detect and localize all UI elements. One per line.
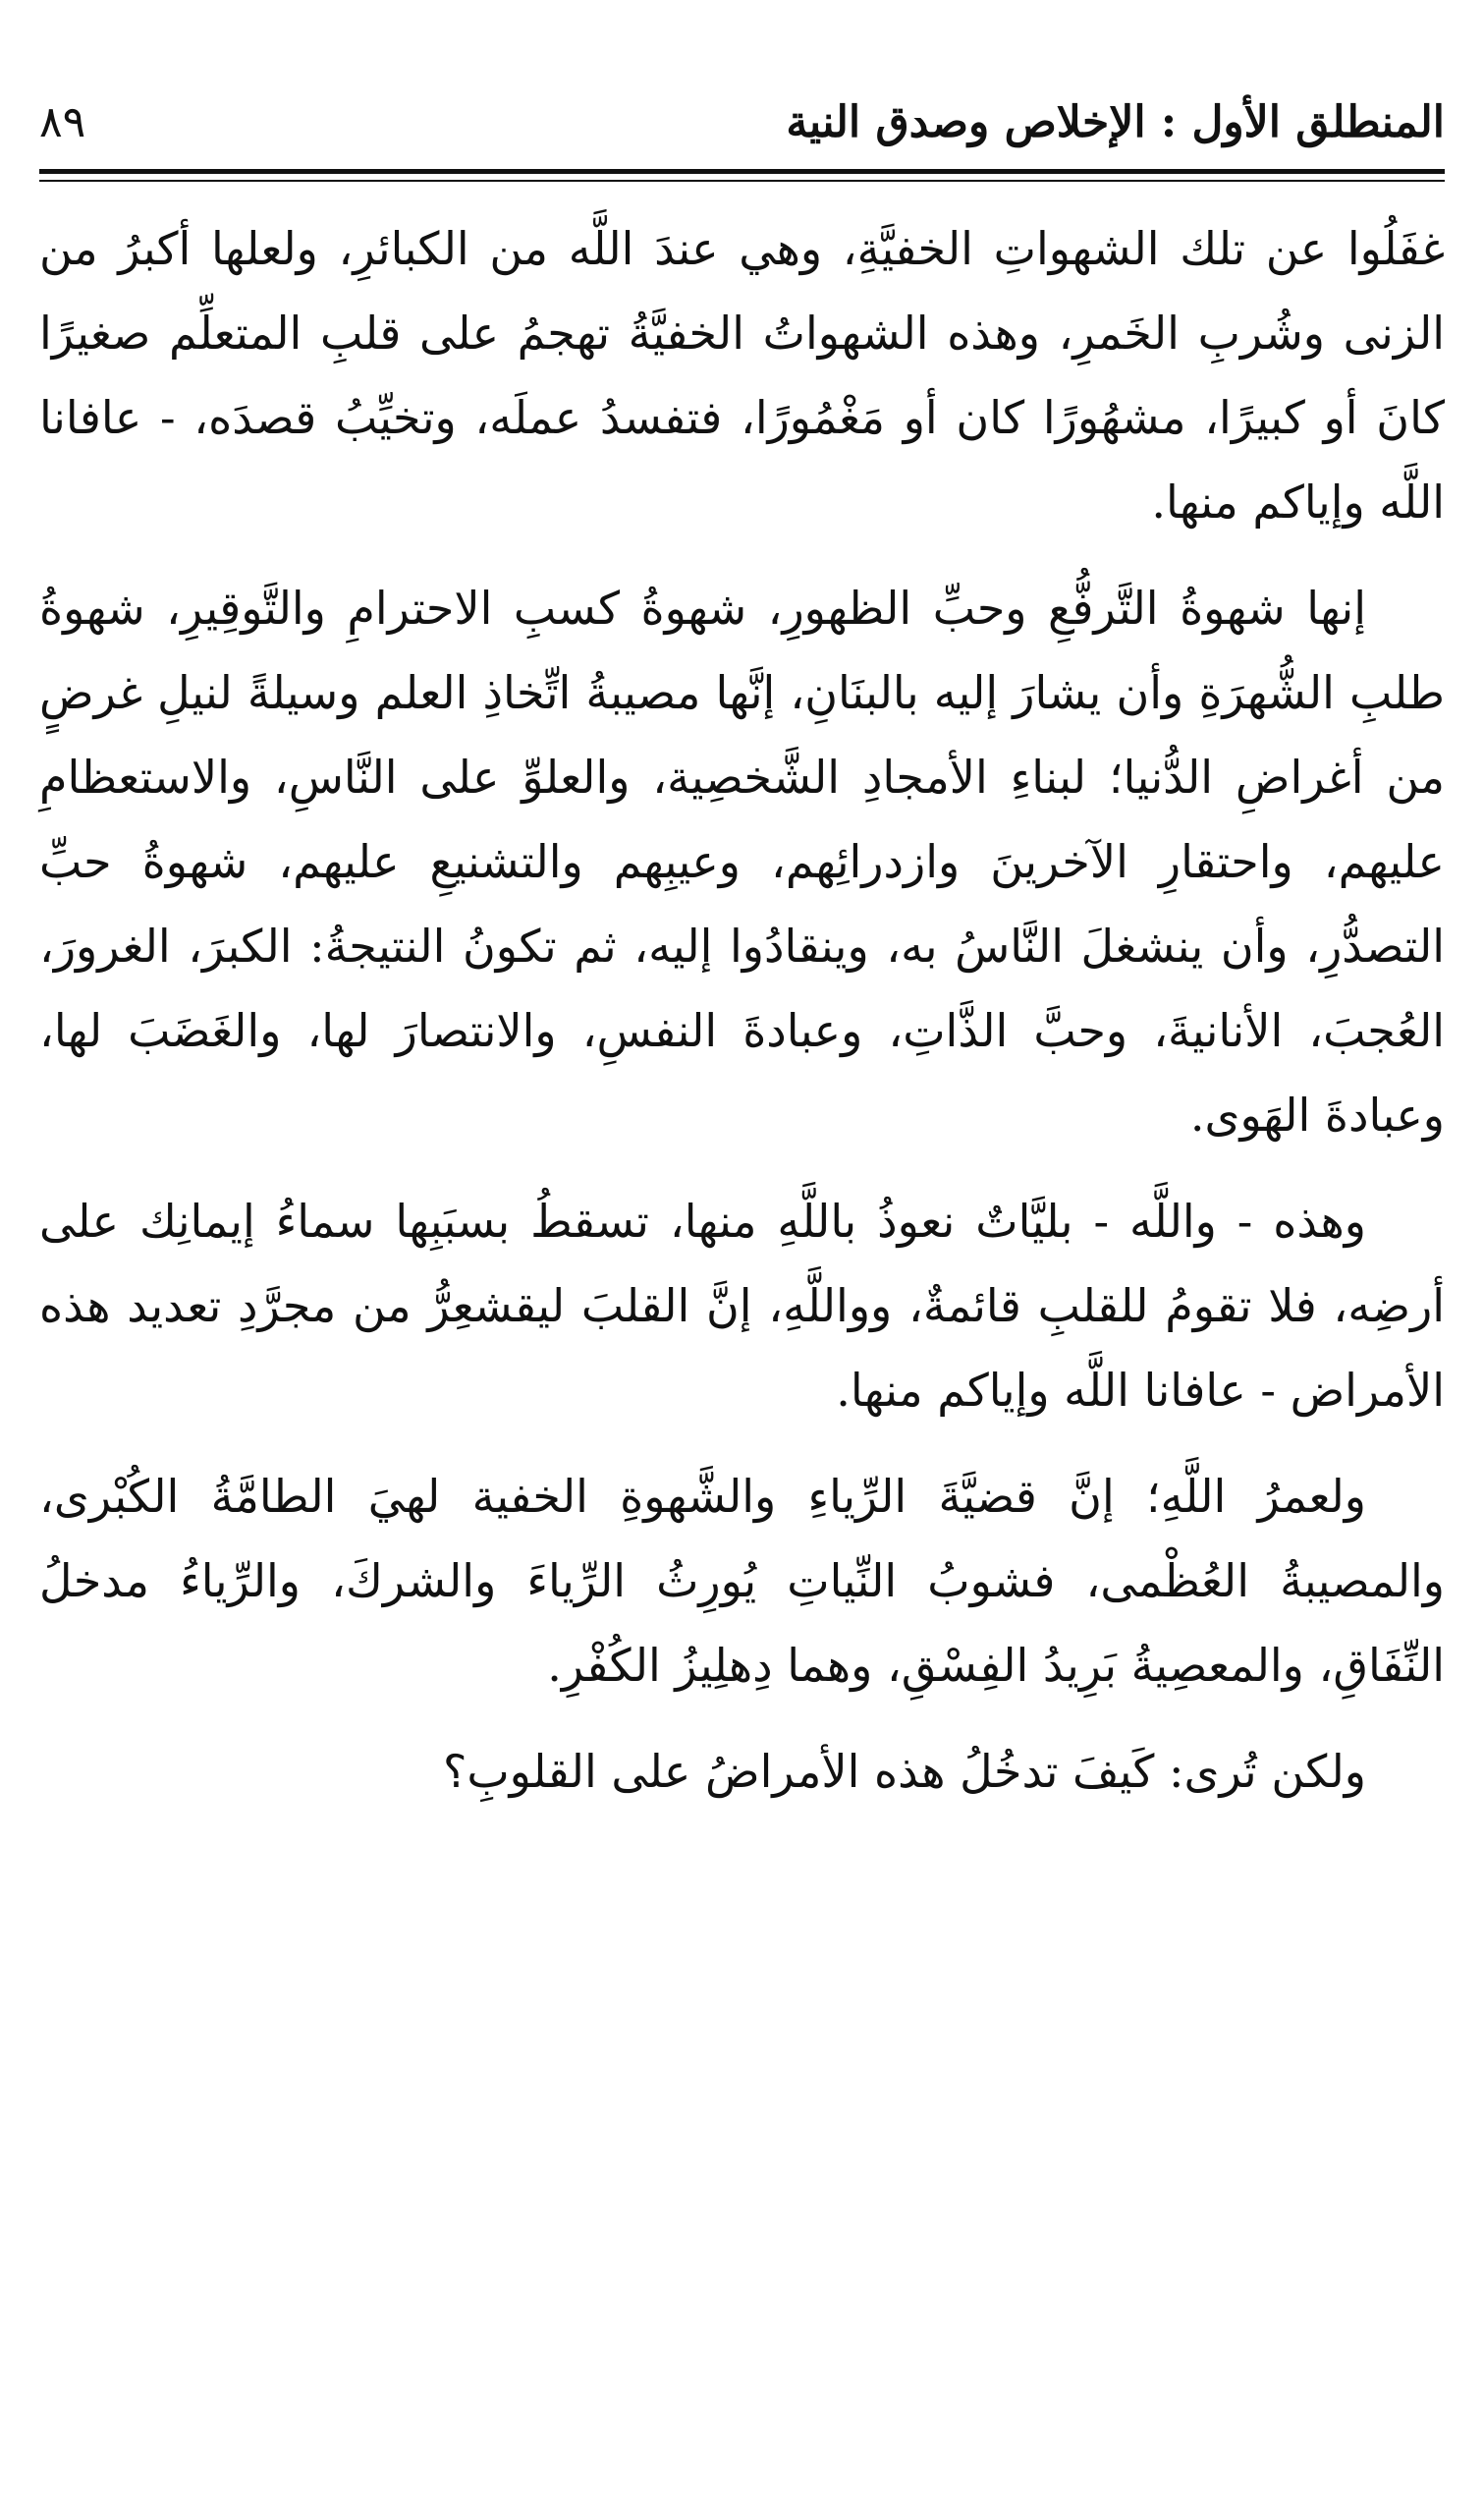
paragraph-5: ولكن تُرى: كَيفَ تدخُلُ هذه الأمراضُ على القلوبِ؟ xyxy=(442,1745,1366,1798)
header-rule-thick xyxy=(39,169,1445,174)
paragraph-3: وهذه - واللَّه - بليَّاتٌ نعوذُ باللَّهِ منها، تسقطُ بسبَبِها سماءُ إيمانِك على أرضِه، فلا تقومُ للقلبِ قائمةٌ، وواللَّهِ، إنَّ القلبَ ليقشعِرُّ من مجرَّدِ تعديد هذه الأمراض - عافانا اللَّه وإياكم منها. xyxy=(39,1195,1445,1417)
body-text xyxy=(39,206,1445,1835)
paragraph-1: غفَلُوا عن تلك الشهواتِ الخفيَّةِ، وهي عندَ اللَّه من الكبائرِ، ولعلها أكبرُ من الزنى وشُربِ الخَمرِ، وهذه الشهواتُ الخفيَّةُ تهجمُ على قلبِ المتعلِّم صغيرًا كانَ أو كبيرًا، مشهُورًا كان أو مَغْمُورًا، فتفسدُ عملَه، وتخيِّبُ قصدَه، - عافانا اللَّه وإياكم منها. xyxy=(39,222,1445,529)
paragraph-2: إنها شهوةُ التَّرفُّعِ وحبِّ الظهورِ، شهوةُ كسبِ الاحترامِ والتَّوقِيرِ، شهوةُ طلبِ الشُّهرَةِ وأن يشارَ إليه بالبنَانِ، إنَّها مصيبةُ اتِّخاذِ العلم وسيلةً لنيلِ غرضٍ من أغراضِ الدُّنيا؛ لبناءِ الأمجادِ الشَّخصِية، والعلوِّ على النَّاسِ، والاستعظامِ عليهم، واحتقارِ الآخرينَ وازدرائِهم، وعيبِهم والتشنيعِ عليهم، شهوةُ حبِّ التصدُّرِ، وأن ينشغلَ النَّاسُ به، وينقادُوا إليه، ثم تكونُ النتيجةُ: الكبرَ، الغرورَ، العُجبَ، الأنانيةَ، وحبَّ الذَّاتِ، وعبادةَ النفسِ، والانتصارَ لها، والغَضَبَ لها، وعبادةَ الهَوى. xyxy=(39,582,1445,1142)
running-title: المنطلق الأول : الإخلاص وصدق النية xyxy=(786,97,1445,147)
page-number: ٨٩ xyxy=(39,97,86,147)
header-rule-thin xyxy=(39,180,1445,182)
paragraph-4: ولعمرُ اللَّهِ؛ إنَّ قضيَّةَ الرِّياءِ والشَّهوةِ الخفية لهيَ الطامَّةُ الكُبْرى، والمصيبةُ العُظْمى، فشوبُ النِّياتِ يُورِثُ الرِّياءَ والشركَ، والرِّياءُ مدخلُ النِّفَاقِ، والمعصِيةُ بَرِيدُ الفِسْقِ، وهما دِهلِيزُ الكُفْرِ. xyxy=(39,1470,1445,1692)
page-header xyxy=(39,93,1445,172)
